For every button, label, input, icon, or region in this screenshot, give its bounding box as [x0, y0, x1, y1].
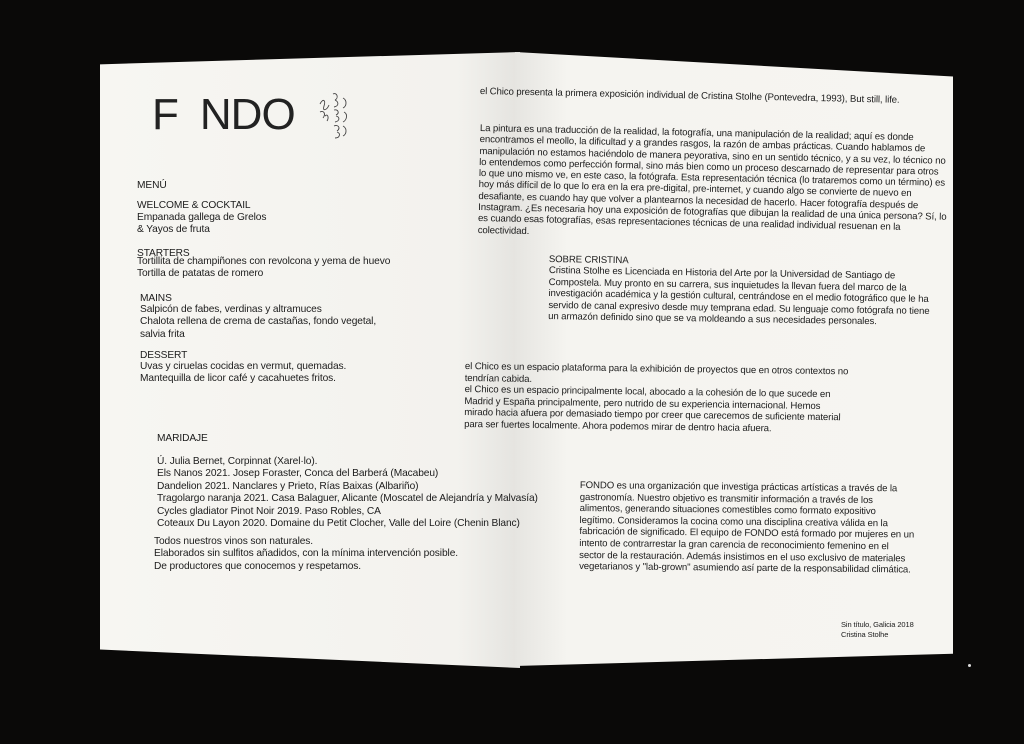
sobre-cristina-title: SOBRE CRISTINA	[548, 254, 629, 267]
wine-list: Ú. Julia Bernet, Corpinnat (Xarel·lo). Els Nanos 2021. Josep Foraster, Conca del Barberá (Macabeu) Dandelion 2021. Nanclares y Prieto, Rías Baixas (Albariño) Tragolargo naranja 2021. Casa Balaguer, Alicante (Moscatel de Alejandría y Malvasía) Cycles gladiator Pinot Noir 2019. Paso Robles, CA Coteaux Du Layon 2020. Domaine du Petit Clocher, Valle del Loire (Chenin Blanc)	[157, 456, 538, 530]
starters-title: STARTERS	[137, 248, 190, 259]
dessert-title: DESSERT	[140, 350, 188, 361]
fondo-description: FONDO es una organización que investiga prácticas artísticas a través de la gastronomía. Nuestro objetivo es transmitir información a través de los alimentos, generando situaciones comestibles como formato expositivo legítimo. Consideramos la cocina como una disciplina creativa válida en la fabricación de significado. El equipo de FONDO está formado por mujeres en un intento de contrarrestar la gran carencia de reconocimiento femenino en el sector de la restauración. Además insistimos en el uso exclusivo de materiales vegetarianos y "lab-grown" asumiendo así parte de la responsabilidad climática.	[579, 480, 915, 576]
photo-caption: Sin título, Galicia 2018 Cristina Stolhe	[841, 620, 914, 639]
logo-letters-ndo: NDO	[199, 90, 295, 139]
dessert-items: Uvas y ciruelas cocidas en vermut, quemadas. Mantequilla de licor café y cacahuetes fritos.	[140, 361, 347, 385]
wine-note: Todos nuestros vinos son naturales. Elaborados sin sulfitos añadidos, con la mínima intervención posible. De productores que conocemos y respetamos.	[154, 536, 458, 572]
maridaje-heading: MARIDAJE	[157, 433, 208, 444]
mains-title: MAINS	[140, 293, 172, 304]
menu-heading: MENÚ	[137, 180, 167, 191]
welcome-items: Empanada gallega de Grelos & Yayos de fruta	[137, 212, 267, 236]
essay-text: La pintura es una traducción de la realidad, la fotografía, una manipulación de la realidad; aquí es donde encontramos el meollo, la dificultad y a grandes rasgos, la razón de ambas prácticas. Cuando hablamos de manipulación no estamos haciéndolo de manera peyorativa, sino en un sentido técnico, y a su vez, lo técnico no lo entendemos como perfección formal, sino más bien como un proceso descarnado de representar para otros lo que uno mismo ve, en este caso, la fotógrafa. Esta representación técnica (lo trataremos como un término) es hoy más difícil de lo que lo era en la era pre-digital, pre-internet, y cuando algo se convierte de nuevo en desafiante, es cuando hay que volver a plantearnos la necesidad de hacerlo. Hacer fotografía después de Instagram. ¿Es necesaria hoy una exposición de fotografías que dibujan la realidad de una única persona? Sí, lo es cuando esas fotografías, esas representaciones técnicas de una realidad individual resuenan en la colectividad.	[477, 123, 947, 237]
fondo-logo	[152, 90, 295, 140]
sobre-cristina-text: Cristina Stolhe es Licenciada en Historia del Arte por la Universidad de Santiago de Compostela. Muy pronto en su carrera, sus inquietudes la llevan fuera del marco de la investigación académica y la gestión cultural, centrándose en el medio fotográfico que le ha servido de canal expresivo desde muy temprana edad. Su lenguaje como fotógrafa no tiene un armazón definido sino que se va moldeando a sus necesidades personales.	[548, 265, 930, 328]
el-chico-text: el Chico es un espacio plataforma para la exhibición de proyectos que en otros contextos no tendrían cabida. el Chico es un espacio principalmente local, abocado a la cohesión de lo que sucede en Madrid y España principalmente, pero nutrido de su experiencia internacional. Hemos mirado hacia afuera por demasiado tiempo por creer que carecemos de suficiente material para ser fuertes localmente. Ahora podemos mirar de dentro hacia afuera.	[464, 361, 849, 435]
exhibition-intro: el Chico presenta la primera exposición individual de Cristina Stolhe (Pontevedra, 1993), But still, life.	[479, 86, 900, 106]
welcome-title: WELCOME & COCKTAIL	[137, 200, 251, 211]
handwritten-signature	[317, 88, 353, 148]
logo-letter-f: F	[152, 90, 178, 139]
starters-items: Tortillita de champiñones con revolcona y yema de huevo Tortilla de patatas de romero	[137, 256, 391, 280]
mains-items: Salpicón de fabes, verdinas y altramuces Chalota rellena de crema de castañas, fondo vegetal, salvia frita	[140, 304, 377, 340]
dust-speck	[968, 664, 971, 667]
